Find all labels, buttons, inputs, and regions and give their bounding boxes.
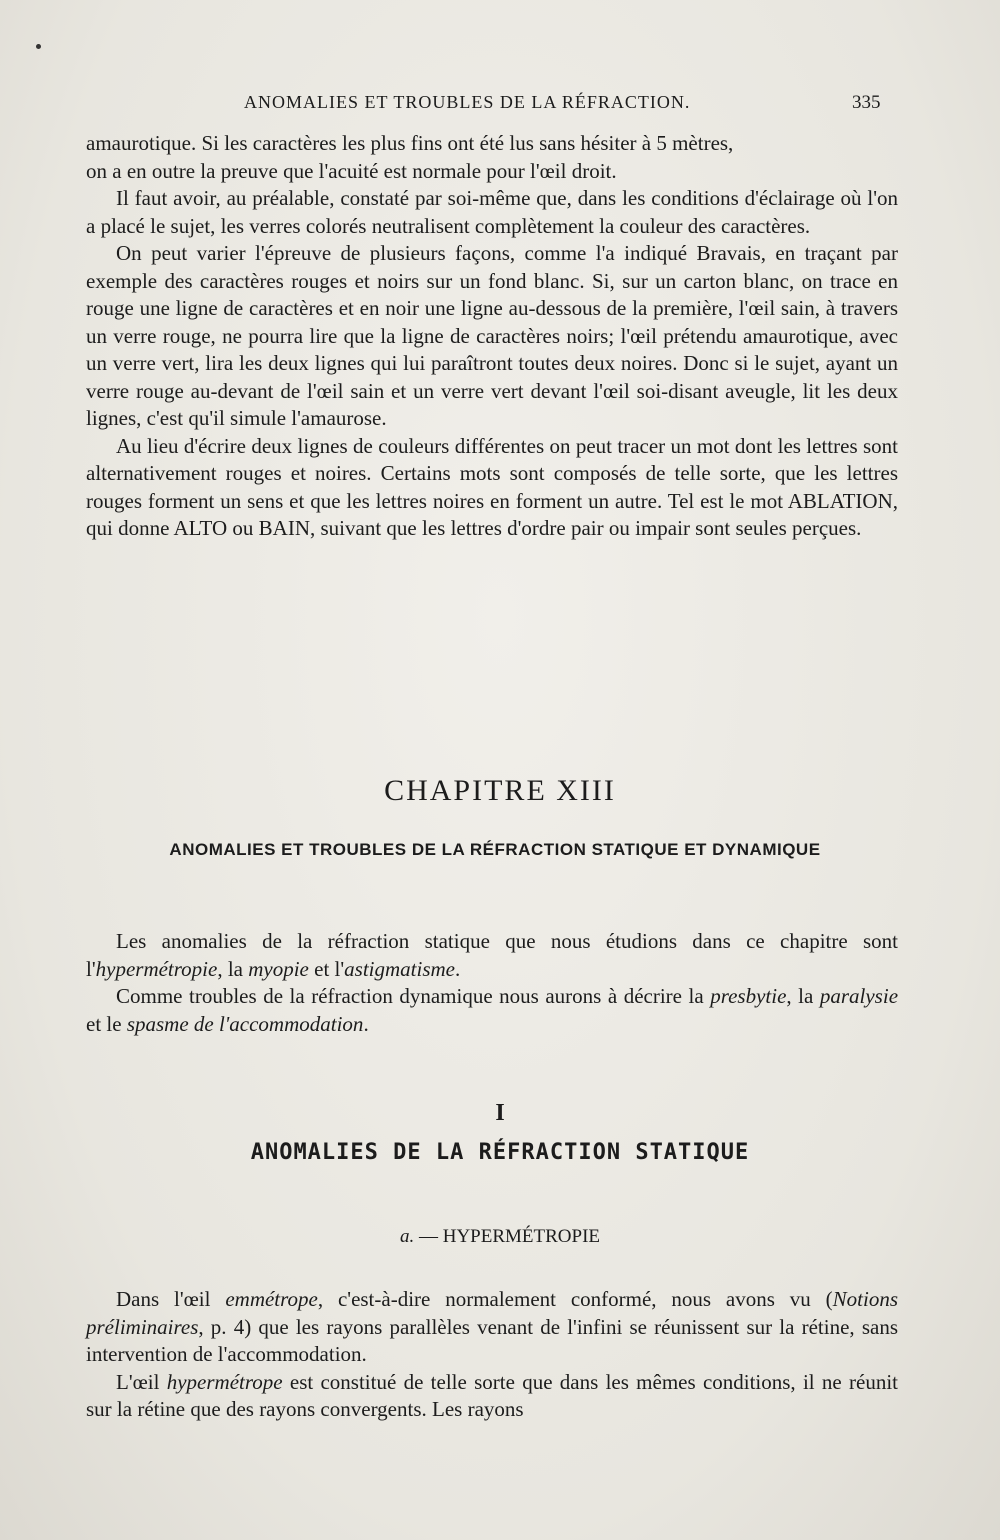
term: hypermétropie [95, 956, 218, 981]
chapter-intro [86, 928, 898, 1038]
term: hypermétrope [166, 1369, 283, 1394]
body-text-bottom [86, 1286, 898, 1424]
term: astigmatisme [344, 956, 455, 981]
paragraph: L'œil hypermétrope est constitué de telle sorte que dans les mêmes conditions, il ne réunit sur la rétine que des rayons convergents. Les rayons [86, 1369, 898, 1421]
term: myopie [248, 956, 309, 981]
running-header: ANOMALIES ET TROUBLES DE LA RÉFRACTION. [244, 92, 691, 112]
paragraph-line: amaurotique. Si les caractères les plus fins ont été lus sans hésiter à 5 mètres, [86, 131, 734, 155]
paragraph: Il faut avoir, au préalable, constaté par soi-même que, dans les conditions d'éclairage où l'on a placé le sujet, les verres colorés neutralisent complètement la couleur des caractères. [86, 186, 898, 238]
paragraph: Les anomalies de la réfraction statique que nous étudions dans ce chapitre sont l'hypermétropie, la myopie et l'astigmatisme. [86, 929, 898, 981]
paragraph-continued [86, 130, 898, 185]
ink-speck [36, 44, 41, 49]
section-number: I [495, 1100, 505, 1126]
paragraph: Comme troubles de la réfraction dynamique nous aurons à décrire la presbytie, la paralysie et le spasme de l'accommodation. [86, 984, 899, 1036]
reference: Notions préliminaires [86, 1287, 898, 1339]
chapter-title: CHAPITRE XIII [384, 774, 616, 807]
term: emmétrope [225, 1287, 318, 1311]
subsection-label: — HYPERMÉTROPIE [414, 1226, 601, 1247]
paragraph-line: on a en outre la preuve que l'acuité est normale pour l'œil droit. [86, 158, 617, 183]
paragraph: Dans l'œil emmétrope, c'est-à-dire normalement conformé, nous avons vu (Notions préliminaires, p. 4) que les rayons parallèles venant de l'infini se réunissent sur la rétine, sans intervention de l'accommodation. [86, 1287, 898, 1366]
page-number: 335 [852, 92, 881, 113]
term: spasme de l'accommodation [126, 1011, 364, 1036]
subsection-title [0, 1226, 1000, 1248]
paragraph: Au lieu d'écrire deux lignes de couleurs différentes on peut tracer un mot dont les lettres sont alternativement rouges et noires. Certains mots sont composés de telle sorte, que les lettres rouges forment un sens et que les lettres noires en forment un autre. Tel est le mot ABLATION, qui donne ALTO ou BAIN, suivant que les lettres d'ordre pair ou impair sont seules perçues. [86, 433, 898, 540]
subsection-letter: a. [399, 1226, 415, 1247]
term: presbytie [710, 984, 787, 1008]
chapter-subtitle: ANOMALIES ET TROUBLES DE LA RÉFRACTION STATIQUE ET DYNAMIQUE [169, 840, 821, 859]
body-text-top [86, 130, 898, 543]
paragraph: On peut varier l'épreuve de plusieurs façons, comme l'a indiqué Bravais, en traçant par exemple des caractères rouges et noirs sur un fond blanc. Si, sur un carton blanc, on trace en rouge une ligne de caractères et en noir une ligne au-dessous de la première, l'œil sain, à travers un verre rouge, ne pourra lire que la ligne de caractères noirs; l'œil prétendu amaurotique, avec un verre vert, lira les deux lignes qui lui paraîtront toutes deux noires. Donc si le sujet, ayant un verre rouge au-devant de l'œil sain et un verre vert devant l'œil soi-disant aveugle, lit les deux lignes, c'est qu'il simule l'amaurose. [86, 241, 898, 430]
term: paralysie [819, 984, 899, 1008]
section-title: ANOMALIES DE LA RÉFRACTION STATIQUE [250, 1140, 750, 1165]
